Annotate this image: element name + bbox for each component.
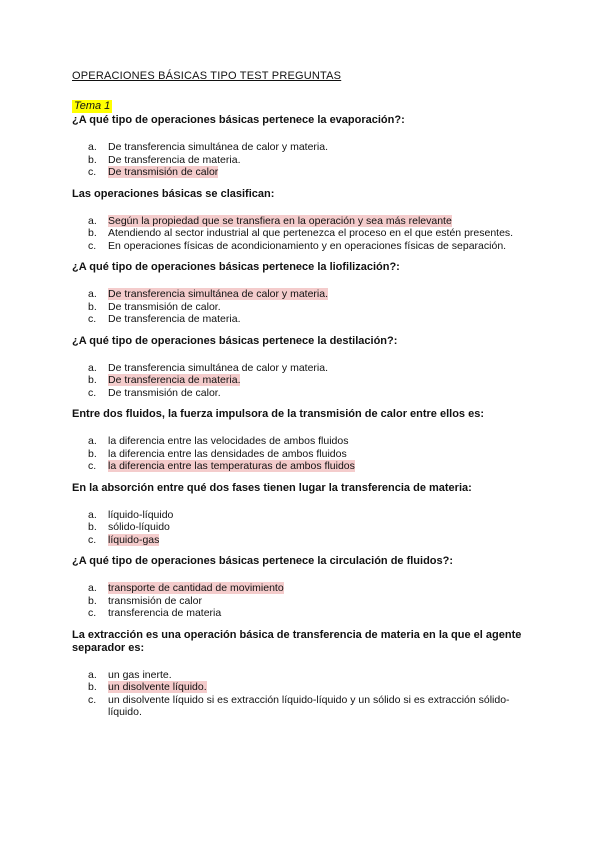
answer-option xyxy=(72,313,540,326)
answer-option xyxy=(72,521,540,534)
option-text: sólido-líquido xyxy=(108,521,170,533)
option-letter: c. xyxy=(88,533,97,546)
question-block xyxy=(72,629,540,719)
option-letter: c. xyxy=(88,693,97,706)
option-letter: a. xyxy=(88,435,97,447)
answer-option xyxy=(72,435,540,448)
answer-option xyxy=(72,595,540,608)
answer-option xyxy=(72,227,540,240)
option-letter: a. xyxy=(88,214,97,227)
question-text: Entre dos fluidos, la fuerza impulsora de la transmisión de calor entre ellos es: xyxy=(72,408,485,420)
answer-option xyxy=(72,509,540,522)
option-letter: a. xyxy=(88,288,97,300)
option-text: transferencia de materia xyxy=(108,607,222,619)
option-text: De transferencia de materia. xyxy=(108,313,241,325)
option-letter: b. xyxy=(88,447,97,460)
option-text: De transferencia de materia. xyxy=(108,153,241,166)
document-title: OPERACIONES BÁSICAS TIPO TEST PREGUNTAS xyxy=(72,70,342,82)
option-list xyxy=(72,215,540,253)
answer-option xyxy=(72,448,540,461)
option-text: la diferencia entre las velocidades de ambos fluidos xyxy=(108,435,349,447)
option-list xyxy=(72,288,540,326)
option-letter: a. xyxy=(88,582,97,594)
option-text: transmisión de calor xyxy=(108,594,202,607)
option-letter: b. xyxy=(88,374,97,386)
option-text: De transmisión de calor. xyxy=(108,300,221,313)
option-letter: a. xyxy=(88,361,97,374)
option-letter: a. xyxy=(88,508,97,521)
answer-option xyxy=(72,141,540,154)
option-letter: b. xyxy=(88,681,97,693)
answer-option xyxy=(72,240,540,253)
answer-option xyxy=(72,154,540,167)
option-letter: b. xyxy=(88,227,97,239)
option-text: De transferencia simultánea de calor y materia. xyxy=(108,141,329,153)
option-text: En operaciones físicas de acondicionamiento y en operaciones físicas de separación. xyxy=(108,239,507,252)
option-list xyxy=(72,435,540,473)
answer-option xyxy=(72,166,540,179)
answer-option xyxy=(72,301,540,314)
option-list xyxy=(72,669,540,719)
question-block xyxy=(72,335,540,400)
option-list xyxy=(72,582,540,620)
highlighted-answer-text: la diferencia entre las temperaturas de ambos fluidos xyxy=(108,460,355,472)
question-block xyxy=(72,114,540,179)
answer-option xyxy=(72,534,540,547)
option-letter: a. xyxy=(88,668,97,681)
question-text: Las operaciones básicas se clasifican: xyxy=(72,187,275,200)
option-text: la diferencia entre las densidades de ambos fluidos xyxy=(108,447,347,460)
highlighted-answer-text: un disolvente líquido. xyxy=(108,681,207,693)
answer-option xyxy=(72,460,540,473)
answer-option xyxy=(72,215,540,228)
answer-option xyxy=(72,288,540,301)
option-text: un gas inerte. xyxy=(108,668,172,681)
option-text: un disolvente líquido si es extracción líquido-líquido y un sólido si es extracción sólido-líquido. xyxy=(108,693,510,718)
question-text: ¿A qué tipo de operaciones básicas pertenece la liofilización?: xyxy=(72,261,400,273)
option-letter: c. xyxy=(88,386,97,399)
option-letter: b. xyxy=(88,153,97,166)
option-list xyxy=(72,362,540,400)
option-text: De transferencia simultánea de calor y materia. xyxy=(108,361,329,374)
answer-option xyxy=(72,362,540,375)
highlighted-answer-text: transporte de cantidad de movimiento xyxy=(108,582,284,594)
option-letter: c. xyxy=(88,607,97,619)
answer-option xyxy=(72,374,540,387)
question-text: ¿A qué tipo de operaciones básicas pertenece la evaporación?: xyxy=(72,114,405,126)
answer-option xyxy=(72,387,540,400)
option-letter: c. xyxy=(88,239,97,252)
option-list xyxy=(72,141,540,179)
answer-option xyxy=(72,582,540,595)
option-letter: a. xyxy=(88,141,97,153)
highlighted-answer-text: De transmisión de calor xyxy=(108,166,219,178)
option-letter: c. xyxy=(88,313,97,325)
highlighted-answer-text: De transferencia de materia. xyxy=(108,374,241,386)
question-block xyxy=(72,555,540,620)
option-letter: b. xyxy=(88,521,97,533)
section-label: Tema 1 xyxy=(74,100,111,112)
answer-option xyxy=(72,694,540,719)
option-letter: b. xyxy=(88,594,97,607)
question-list xyxy=(72,114,540,719)
option-text: Atendiendo al sector industrial al que pertenezca el proceso en el que estén presentes. xyxy=(108,227,514,239)
highlighted-answer-text: De transferencia simultánea de calor y materia. xyxy=(108,288,329,300)
answer-option xyxy=(72,607,540,620)
option-text: líquido-líquido xyxy=(108,508,174,521)
question-block xyxy=(72,188,540,253)
option-letter: c. xyxy=(88,460,97,472)
question-block xyxy=(72,482,540,547)
option-list xyxy=(72,509,540,547)
answer-option xyxy=(72,669,540,682)
question-block xyxy=(72,408,540,473)
highlighted-answer-text: líquido-gas xyxy=(108,533,160,546)
highlighted-answer-text: Según la propiedad que se transfiera en la operación y sea más relevante xyxy=(108,214,452,227)
question-text: La extracción es una operación básica de transferencia de materia en la que el agente separador es: xyxy=(72,628,522,654)
answer-option xyxy=(72,681,540,694)
question-text: ¿A qué tipo de operaciones básicas pertenece la circulación de fluidos?: xyxy=(72,555,454,567)
question-text: ¿A qué tipo de operaciones básicas pertenece la destilación?: xyxy=(72,334,398,347)
question-block xyxy=(72,261,540,326)
option-text: De transmisión de calor. xyxy=(108,386,221,399)
question-text: En la absorción entre qué dos fases tienen lugar la transferencia de materia: xyxy=(72,481,472,494)
option-letter: b. xyxy=(88,300,97,313)
option-letter: c. xyxy=(88,166,97,178)
